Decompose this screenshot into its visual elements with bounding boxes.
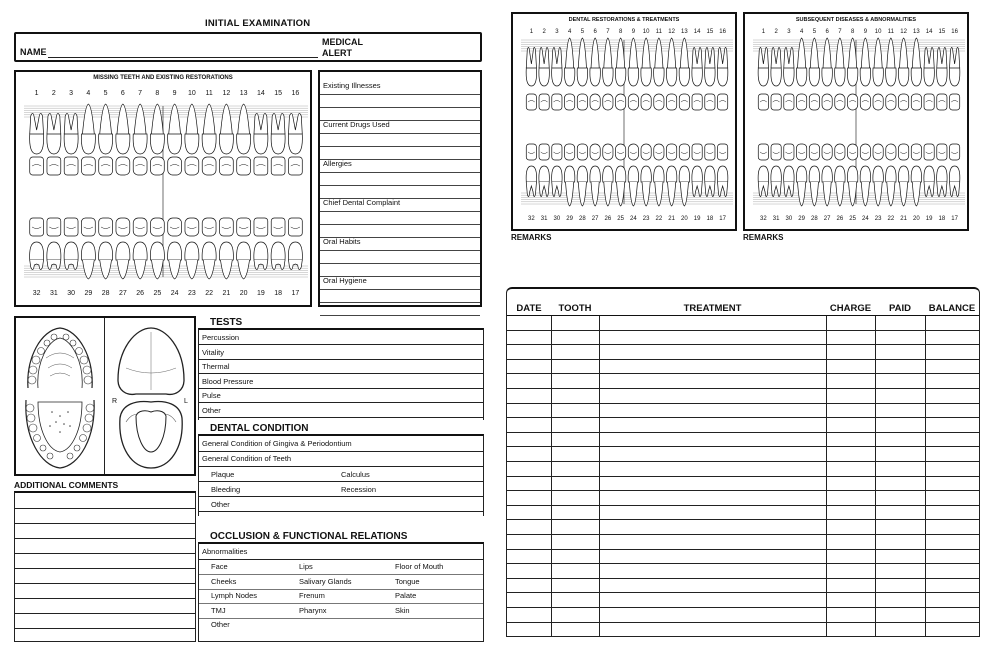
dental-condition-line[interactable] [199, 511, 483, 512]
table-row[interactable] [507, 534, 979, 535]
comment-line[interactable] [15, 628, 195, 629]
dental-condition-section [198, 434, 484, 516]
tooth-number-lower: 18 [274, 290, 283, 297]
test-item: Thermal [202, 362, 230, 372]
occlusion-item: TMJ [211, 605, 226, 615]
initial-exam-title: INITIAL EXAMINATION [205, 18, 311, 29]
tooth-number-lower: 32 [32, 290, 41, 297]
history-field-line[interactable] [320, 133, 480, 134]
tooth-number-upper: 10 [187, 90, 196, 97]
table-row[interactable] [507, 578, 979, 579]
comment-line[interactable] [15, 568, 195, 569]
occlusion-item: Pharynx [299, 605, 327, 615]
test-item: Vitality [202, 347, 224, 357]
left-label: L [184, 398, 188, 405]
table-row[interactable] [507, 592, 979, 593]
dental-condition-item: Plaque [211, 470, 235, 479]
test-line[interactable] [199, 388, 483, 389]
tooth-number-upper: 3 [555, 29, 559, 35]
tooth-number-upper: 2 [51, 90, 56, 97]
main-chart-title: MISSING TEETH AND EXISTING RESTORATIONS [93, 75, 233, 81]
tooth-number-upper: 16 [719, 29, 726, 35]
history-field-label: Oral Hygiene [323, 276, 367, 285]
tooth-number-upper: 1 [761, 29, 766, 35]
name-label: NAME [20, 47, 47, 57]
dental-condition-line[interactable] [199, 451, 483, 452]
tooth-number-upper: 15 [706, 29, 714, 35]
treatment-header: TREATMENT [683, 303, 742, 314]
test-item: Pulse [202, 391, 221, 401]
tooth-number-upper: 12 [222, 90, 231, 97]
tooth-number-lower: 24 [862, 216, 869, 222]
tooth-number-upper: 3 [69, 90, 74, 97]
medical-label: MEDICAL [322, 37, 363, 47]
table-row[interactable] [507, 403, 979, 404]
diseases-chart [743, 12, 969, 231]
table-row[interactable] [507, 315, 979, 316]
history-field-line[interactable] [320, 315, 480, 316]
tooth-number-lower: 19 [925, 216, 933, 222]
restorations-chart [511, 12, 737, 231]
table-row[interactable] [507, 622, 979, 623]
tooth-number-lower: 21 [900, 216, 907, 222]
history-field-line[interactable] [320, 172, 480, 173]
test-item: Other [202, 406, 221, 415]
occlusion-line[interactable] [199, 559, 483, 560]
tooth-number-upper: 5 [580, 29, 585, 35]
tooth-number-lower: 23 [874, 216, 882, 222]
table-row[interactable] [507, 388, 979, 389]
right-label: R [112, 398, 118, 405]
oral-diagram-box [14, 316, 196, 476]
history-box [318, 70, 482, 307]
occlusion-item: Lips [299, 562, 313, 571]
tooth-number-upper: 4 [799, 29, 804, 35]
history-field-label: Chief Dental Complaint [323, 198, 401, 207]
tooth-number-upper: 6 [593, 29, 597, 35]
tooth-number-upper: 5 [812, 29, 817, 35]
occlusion-item: Floor of Mouth [395, 562, 444, 571]
test-line[interactable] [199, 344, 483, 345]
table-row[interactable] [507, 490, 979, 491]
tooth-header: TOOTH [558, 303, 592, 314]
tooth-number-upper: 12 [668, 29, 675, 35]
tooth-number-upper: 10 [874, 29, 882, 35]
dental-condition-item: Bleeding [211, 485, 241, 494]
occlusion-line[interactable] [199, 603, 483, 604]
tooth-number-lower: 27 [591, 216, 599, 222]
tooth-number-upper: 9 [631, 29, 636, 35]
tooth-number-upper: 15 [938, 29, 946, 35]
tooth-number-lower: 24 [170, 290, 179, 297]
comment-line[interactable] [15, 508, 195, 509]
table-row[interactable] [507, 519, 979, 520]
occlusion-section [198, 542, 484, 642]
tooth-number-lower: 18 [706, 216, 714, 222]
tooth-number-upper: 13 [681, 29, 688, 35]
name-field[interactable] [48, 57, 318, 58]
paid-header: PAID [889, 303, 911, 314]
restorations-title: DENTAL RESTORATIONS & TREATMENTS [568, 17, 680, 23]
table-row[interactable] [507, 432, 979, 433]
tooth-number-upper: 4 [567, 29, 572, 35]
tooth-number-upper: 2 [774, 29, 778, 35]
tooth-number-lower: 31 [49, 290, 58, 297]
table-row[interactable] [507, 446, 979, 447]
restorations-remarks: REMARKS [511, 233, 552, 242]
diseases-teeth-diagram[interactable] [745, 14, 967, 229]
comment-line[interactable] [15, 553, 195, 554]
comment-line[interactable] [15, 523, 195, 524]
dental-condition-title: DENTAL CONDITION [210, 423, 309, 434]
history-field-line[interactable] [320, 263, 480, 264]
tooth-number-lower: 25 [849, 216, 856, 222]
tooth-number-lower: 32 [528, 216, 535, 222]
tooth-number-upper: 2 [542, 29, 546, 35]
comment-line[interactable] [15, 598, 195, 599]
tooth-number-lower: 25 [153, 290, 162, 297]
tooth-number-lower: 24 [630, 216, 637, 222]
tooth-number-lower: 26 [136, 290, 145, 297]
occlusion-item: Other [211, 620, 230, 630]
dental-condition-row: General Condition of Gingiva & Periodontium [202, 439, 352, 448]
history-field-line[interactable] [320, 107, 480, 108]
diseases-remarks: REMARKS [743, 233, 784, 242]
tooth-number-upper: 12 [900, 29, 907, 35]
treatment-table [506, 287, 980, 637]
tooth-number-lower: 29 [566, 216, 573, 222]
occlusion-item: Skin [395, 605, 410, 615]
tooth-number-lower: 19 [256, 290, 265, 297]
additional-comments-area[interactable] [14, 491, 196, 642]
history-field-label: Allergies [323, 159, 352, 168]
tooth-number-lower: 32 [760, 216, 767, 222]
tooth-number-upper: 11 [887, 29, 894, 35]
history-field-line[interactable] [320, 146, 480, 147]
tooth-number-lower: 17 [951, 216, 958, 222]
test-line[interactable] [199, 373, 483, 374]
occlusion-line[interactable] [199, 618, 483, 619]
table-row[interactable] [507, 549, 979, 550]
additional-comments-title: ADDITIONAL COMMENTS [14, 480, 119, 490]
tooth-number-upper: 1 [34, 90, 39, 97]
tooth-number-upper: 14 [693, 29, 701, 35]
tooth-number-upper: 13 [239, 90, 248, 97]
tooth-number-lower: 21 [668, 216, 675, 222]
tooth-number-upper: 8 [155, 90, 160, 97]
tooth-number-lower: 27 [823, 216, 831, 222]
tooth-number-lower: 30 [67, 290, 76, 297]
occlusion-item: Cheeks [211, 576, 237, 586]
tooth-number-upper: 16 [291, 90, 300, 97]
tooth-number-upper: 11 [655, 29, 662, 35]
main-teeth-diagram[interactable] [16, 72, 310, 305]
tooth-number-lower: 18 [938, 216, 946, 222]
main-tooth-chart [14, 70, 312, 307]
dental-condition-line[interactable] [199, 466, 483, 467]
tooth-number-upper: 8 [618, 29, 623, 35]
test-item: Blood Pressure [202, 376, 254, 386]
tooth-number-lower: 22 [205, 290, 214, 297]
table-row[interactable] [507, 330, 979, 331]
tooth-number-upper: 7 [138, 90, 143, 97]
date-header: DATE [516, 303, 542, 314]
dental-condition-line[interactable] [199, 481, 483, 482]
diseases-title: SUBSEQUENT DISEASES & ABNORMALITIES [795, 17, 917, 23]
mouth-diagram[interactable] [16, 318, 104, 474]
history-field-label: Current Drugs Used [323, 120, 390, 129]
tooth-number-lower: 17 [291, 290, 300, 297]
tooth-number-lower: 23 [187, 290, 196, 297]
test-line[interactable] [199, 359, 483, 360]
tooth-number-lower: 28 [579, 216, 586, 222]
table-row[interactable] [507, 359, 979, 360]
comment-line[interactable] [15, 613, 195, 614]
history-field-line[interactable] [320, 250, 480, 251]
tooth-number-lower: 28 [811, 216, 818, 222]
table-row[interactable] [507, 461, 979, 462]
history-field-label: Oral Habits [323, 237, 361, 246]
dental-condition-item: Recession [341, 485, 377, 494]
tooth-number-upper: 11 [205, 90, 213, 97]
occlusion-line[interactable] [199, 574, 483, 575]
tests-section [198, 328, 484, 420]
charge-header: CHARGE [829, 303, 872, 314]
tooth-number-lower: 28 [101, 290, 110, 297]
tooth-number-upper: 6 [825, 29, 829, 35]
tooth-number-lower: 27 [118, 290, 127, 297]
table-row[interactable] [507, 344, 979, 345]
name-box [14, 32, 482, 62]
tooth-number-lower: 31 [772, 216, 780, 222]
occlusion-item: Tongue [395, 576, 420, 586]
tooth-number-upper: 15 [274, 90, 283, 97]
dental-condition-item: Calculus [341, 470, 370, 479]
history-field-line[interactable] [320, 289, 480, 290]
occlusion-item: Salivary Glands [299, 576, 352, 586]
tooth-number-lower: 25 [617, 216, 624, 222]
tooth-number-upper: 14 [925, 29, 933, 35]
tooth-number-upper: 7 [606, 29, 610, 35]
palate-diagram[interactable] [106, 318, 196, 474]
tooth-number-lower: 22 [655, 216, 663, 222]
tooth-number-upper: 8 [850, 29, 855, 35]
history-field-line[interactable] [320, 211, 480, 212]
table-row[interactable] [507, 476, 979, 477]
tooth-number-upper: 3 [787, 29, 791, 35]
history-field-line[interactable] [320, 302, 480, 303]
history-field-line[interactable] [320, 224, 480, 225]
tooth-number-lower: 17 [719, 216, 726, 222]
occlusion-title: OCCLUSION & FUNCTIONAL RELATIONS [210, 531, 408, 542]
tooth-number-upper: 9 [863, 29, 868, 35]
test-item: Percussion [202, 333, 240, 342]
tooth-number-lower: 20 [681, 216, 688, 222]
comment-line[interactable] [15, 583, 195, 584]
tooth-number-lower: 20 [239, 290, 248, 297]
tooth-number-upper: 7 [838, 29, 842, 35]
occlusion-line[interactable] [199, 589, 483, 590]
tooth-number-lower: 22 [887, 216, 895, 222]
table-row[interactable] [507, 505, 979, 506]
abnormalities-label: Abnormalities [202, 547, 248, 556]
history-field-line[interactable] [320, 94, 480, 95]
tooth-number-lower: 26 [836, 216, 844, 222]
tests-title: TESTS [210, 317, 243, 328]
tooth-number-lower: 20 [913, 216, 920, 222]
occlusion-item: Lymph Nodes [211, 591, 257, 601]
restorations-teeth-diagram[interactable] [513, 14, 735, 229]
history-field-label: Existing Illnesses [323, 81, 381, 90]
table-row[interactable] [507, 373, 979, 374]
balance-header: BALANCE [928, 303, 976, 314]
tooth-number-lower: 30 [785, 216, 793, 222]
tooth-number-lower: 26 [604, 216, 612, 222]
test-line[interactable] [199, 402, 483, 403]
history-field-line[interactable] [320, 185, 480, 186]
tooth-number-upper: 1 [529, 29, 534, 35]
tooth-number-lower: 19 [693, 216, 701, 222]
table-row[interactable] [507, 417, 979, 418]
tooth-number-lower: 29 [798, 216, 805, 222]
tooth-number-lower: 31 [540, 216, 548, 222]
occlusion-item: Face [211, 562, 228, 571]
tooth-number-lower: 29 [84, 290, 93, 297]
occlusion-item: Frenum [299, 591, 325, 601]
tooth-number-lower: 30 [553, 216, 561, 222]
tooth-number-upper: 4 [86, 90, 91, 97]
dental-condition-row: General Condition of Teeth [202, 454, 292, 463]
dental-condition-item: Other [211, 500, 230, 509]
alert-label: ALERT [322, 48, 352, 58]
tooth-number-lower: 23 [642, 216, 650, 222]
tooth-number-upper: 6 [120, 90, 125, 97]
tooth-number-upper: 16 [951, 29, 958, 35]
table-row[interactable] [507, 563, 979, 564]
comment-line[interactable] [15, 538, 195, 539]
tooth-number-lower: 21 [222, 290, 231, 297]
table-row[interactable] [507, 607, 979, 608]
tooth-number-upper: 5 [103, 90, 108, 97]
test-line[interactable] [199, 417, 483, 418]
tooth-number-upper: 13 [913, 29, 920, 35]
dental-condition-line[interactable] [199, 496, 483, 497]
occlusion-item: Palate [395, 591, 417, 601]
tooth-number-upper: 10 [642, 29, 650, 35]
tooth-number-upper: 14 [256, 90, 265, 97]
tooth-number-upper: 9 [172, 90, 177, 97]
